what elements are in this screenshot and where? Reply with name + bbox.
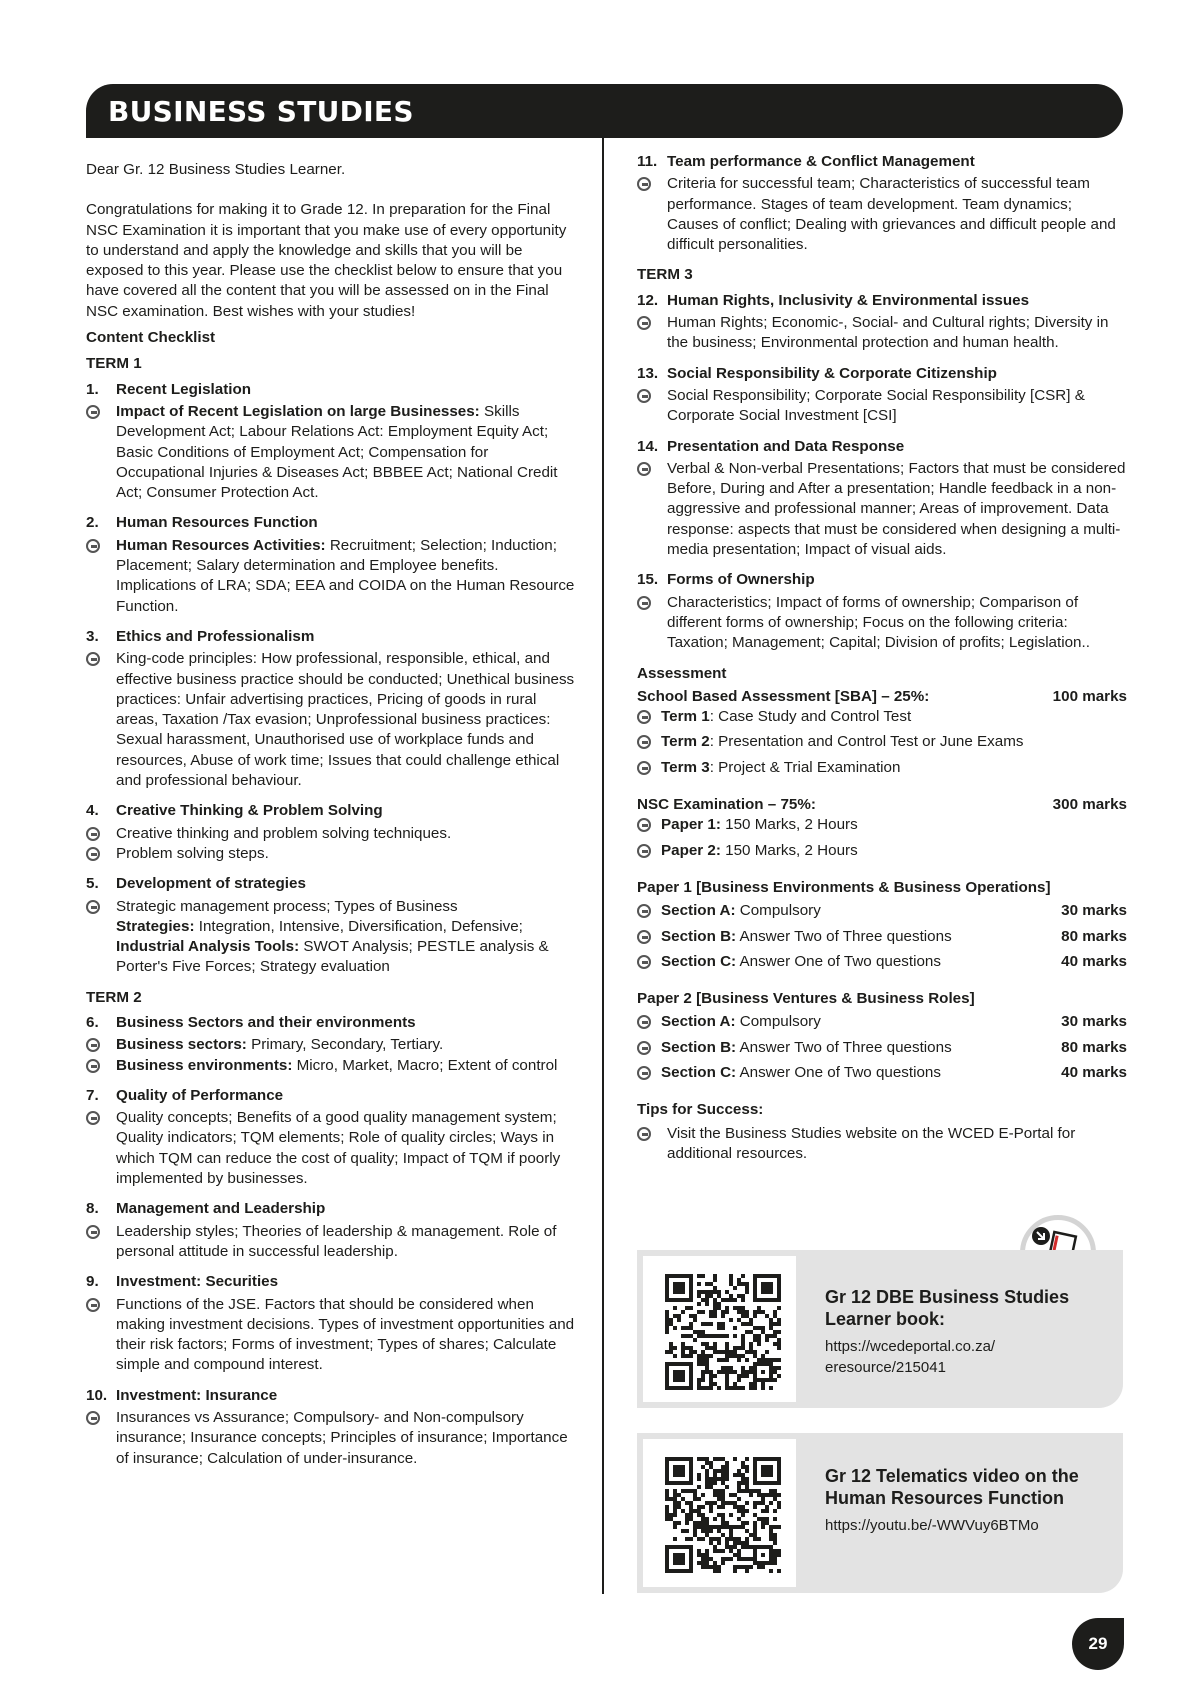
bullet-lead: Business environments: <box>116 1056 293 1074</box>
assessment-item-lead: Section C: <box>661 952 737 970</box>
term-3-heading: TERM 3 <box>637 266 693 284</box>
assessment-item-lead: Section B: <box>661 1038 737 1056</box>
bullet-text <box>116 1222 576 1263</box>
assessment-item-body: Answer One of Two questions <box>736 952 941 970</box>
paper-2-heading: Paper 2 [Business Ventures & Business Roles] <box>637 990 975 1008</box>
assessment-item-text <box>661 1038 1049 1061</box>
section-heading <box>86 1199 576 1219</box>
assessment-item-marks: 80 marks <box>1061 927 1127 945</box>
assessment-item-body: Answer One of Two questions <box>736 1063 941 1081</box>
term-1-2-sections <box>86 380 576 1469</box>
bullet-body: Problem solving steps. <box>116 844 269 862</box>
assessment-item-marks: 30 marks <box>1061 902 1127 920</box>
section-heading <box>86 801 576 821</box>
circle-arrow-icon <box>637 1127 651 1141</box>
section-title: Business Sectors and their environments <box>116 1013 416 1031</box>
sba-row <box>637 687 1127 707</box>
bullet-holder <box>86 1222 116 1263</box>
bullet-lead: Industrial Analysis Tools: <box>116 938 300 956</box>
section-title: Development of strategies <box>116 875 306 893</box>
assessment-item <box>637 1038 1127 1061</box>
section-number: 11. <box>637 153 658 170</box>
resource-card-telematics-video[interactable] <box>637 1433 1123 1593</box>
assessment-item-text <box>661 841 1127 864</box>
circle-arrow-icon <box>86 1225 100 1239</box>
circle-arrow-icon <box>637 316 651 330</box>
section-number: 9. <box>86 1273 99 1291</box>
bullet-holder <box>637 1038 661 1061</box>
assessment-item-body: Compulsory <box>735 1013 821 1031</box>
section-number: 12. <box>637 291 659 309</box>
assessment-item <box>637 1063 1127 1086</box>
qr-code-frame <box>637 1250 802 1408</box>
section-title: Investment: Securities <box>116 1273 279 1291</box>
assessment-item <box>637 732 1127 755</box>
circle-arrow-icon <box>637 844 651 858</box>
section-heading <box>86 627 576 647</box>
bullet-holder <box>637 952 661 975</box>
section-11 <box>637 152 1127 255</box>
section-number: 5. <box>86 875 99 893</box>
circle-arrow-icon <box>86 827 100 841</box>
section-number: 2. <box>86 514 99 532</box>
bullet-holder <box>637 841 661 864</box>
circle-arrow-icon <box>86 900 100 914</box>
bullet-holder <box>637 1063 661 1086</box>
circle-arrow-icon <box>637 1041 651 1055</box>
assessment-item-body: Answer Two of Three questions <box>736 1038 952 1056</box>
bullet-holder <box>86 402 116 503</box>
nsc-marks: 300 marks <box>1052 796 1127 814</box>
section-title: Team performance & Conflict Management <box>667 153 975 170</box>
section-bullet <box>86 1295 576 1376</box>
assessment-item <box>637 901 1127 924</box>
assessment-item-text <box>661 952 1049 975</box>
assessment-item-marks: 40 marks <box>1061 1063 1127 1081</box>
circle-arrow-icon <box>86 1038 100 1052</box>
checklist-section <box>637 364 1127 427</box>
qr-code-icon[interactable] <box>665 1457 781 1573</box>
section-number: 4. <box>86 802 99 820</box>
assessment-item-text <box>661 901 1049 924</box>
section-bullet <box>637 459 1127 560</box>
checklist-section <box>86 513 576 616</box>
section-heading <box>86 380 576 400</box>
circle-arrow-icon <box>637 761 651 775</box>
assessment-item-lead: Paper 1: <box>661 816 721 834</box>
section-heading <box>637 437 1127 457</box>
circle-arrow-icon <box>637 1066 651 1080</box>
bullet-text <box>116 1408 576 1469</box>
checklist-section <box>86 380 576 504</box>
bullet-body: SWOT Analysis; PESTLE analysis & Porter's Five Forces; Strategy evaluation <box>116 938 549 976</box>
section-number: 1. <box>86 380 99 398</box>
bullet-body: Human Rights; Economic-, Social- and Cultural rights; Diversity in the business; Environmental protection and human health. <box>667 314 1109 352</box>
page-title: BUSINESS STUDIES <box>108 94 414 128</box>
checklist-section <box>86 1086 576 1189</box>
bullet-holder <box>637 927 661 950</box>
assessment-item-text <box>661 927 1049 950</box>
checklist-section <box>86 1386 576 1469</box>
bullet-holder <box>637 313 667 354</box>
circle-arrow-icon <box>637 904 651 918</box>
section-title: Forms of Ownership <box>667 571 815 589</box>
assessment-item-marks: 30 marks <box>1061 1013 1127 1031</box>
right-column <box>637 152 1127 1164</box>
assessment-item <box>637 841 1127 864</box>
section-bullet <box>86 536 576 617</box>
circle-arrow-icon <box>637 177 651 191</box>
bullet-text <box>667 174 1127 255</box>
assessment-heading: Assessment <box>637 664 727 682</box>
bullet-lead: Strategies: <box>116 917 195 935</box>
section-heading <box>637 291 1127 311</box>
circle-arrow-icon <box>86 405 100 419</box>
tips-heading: Tips for Success: <box>637 1101 764 1119</box>
resource-card-learner-book[interactable] <box>637 1250 1123 1408</box>
circle-arrow-icon <box>86 1059 100 1073</box>
section-number: 8. <box>86 1200 99 1218</box>
assessment-item-text <box>661 707 1127 730</box>
bullet-holder <box>637 758 661 781</box>
bullet-holder <box>86 649 116 791</box>
bullet-holder <box>637 732 661 755</box>
assessment-item-text <box>661 815 1127 838</box>
section-title: Creative Thinking & Problem Solving <box>116 802 383 820</box>
bullet-body: Criteria for successful team; Characteristics of successful team performance. Stages of team development. Team dynamics; Causes of conflict; Dealing with grievances and difficult people and difficult personalities. <box>667 175 1116 254</box>
intro-body: Congratulations for making it to Grade 12. In preparation for the Final NSC Examination it is important that you make use of every opportunity to understand and apply the knowledge and skills that you will be exposed to this year. Please use the checklist below to ensure that you have covered all the content that you will be assessed on in the Final NSC examination. Best wishes with your studies! <box>86 201 567 320</box>
bullet-text <box>667 593 1127 654</box>
bullet-body: Social Responsibility; Corporate Social Responsibility [CSR] & Corporate Social Investment [CSI] <box>667 386 1085 425</box>
term-1-heading: TERM 1 <box>86 355 142 373</box>
section-title: Recent Legislation <box>116 380 252 398</box>
circle-arrow-icon <box>637 1015 651 1029</box>
bullet-body: King-code principles: How professional, responsible, ethical, and effective business practice should be conducted; Unethical business practices: Unfair advertising practices, Pricing of goods in rural areas, Taxation /Tax evasion; Unprofessional business practices: Sexual harassment, Unauthorised use of workplace funds and resources, Abuse of work time; Issues that could challenge ethical and professional behaviour. <box>116 650 575 790</box>
section-title: Quality of Performance <box>116 1086 284 1104</box>
section-bullet <box>86 1108 576 1189</box>
section-heading <box>86 1386 576 1406</box>
circle-arrow-icon <box>86 847 100 861</box>
bullet-body: Recruitment; Selection; Induction; Placement; Salary determination and Employee benefits. Implications of LRA; SDA; EEA and COIDA on the Human Resource Function. <box>116 536 575 615</box>
bullet-holder <box>86 1408 116 1469</box>
assessment-item-lead: Term 1 <box>661 708 710 726</box>
checklist-heading: Content Checklist <box>86 329 216 347</box>
circle-arrow-icon <box>637 735 651 749</box>
bullet-holder <box>637 707 661 730</box>
bullet-holder <box>637 1012 661 1035</box>
bullet-holder <box>637 386 667 427</box>
checklist-section <box>86 801 576 864</box>
assessment-item <box>637 927 1127 950</box>
assessment-item-text <box>661 1063 1049 1086</box>
resource-link[interactable]: https://youtu.be/-WWVuy6BTMo <box>825 1517 1039 1534</box>
circle-arrow-icon <box>637 955 651 969</box>
checklist-section <box>637 152 1127 255</box>
bullet-holder <box>637 593 667 654</box>
page-title-bar <box>86 84 1123 138</box>
section-bullet <box>637 593 1127 654</box>
sba-label: School Based Assessment [SBA] – 25%: <box>637 687 930 705</box>
section-heading <box>637 152 1127 172</box>
circle-arrow-icon <box>86 1298 100 1312</box>
assessment-item-lead: Section B: <box>661 927 737 945</box>
circle-arrow-icon <box>86 652 100 666</box>
section-title: Social Responsibility & Corporate Citizenship <box>667 364 997 382</box>
section-number: 10. <box>86 1386 108 1404</box>
bullet-holder <box>86 1295 116 1376</box>
section-heading <box>86 1013 576 1033</box>
section-heading <box>86 1272 576 1292</box>
resource-link-line[interactable]: eresource/215041 <box>825 1359 946 1376</box>
bullet-body: Primary, Secondary, Tertiary. <box>246 1036 444 1054</box>
paper-1-list <box>637 901 1127 975</box>
section-heading <box>637 364 1127 384</box>
nsc-label: NSC Examination – 75%: <box>637 796 816 814</box>
bullet-text <box>116 1108 576 1189</box>
bullet-text <box>667 459 1127 560</box>
circle-arrow-icon <box>637 596 651 610</box>
bullet-holder <box>86 1035 116 1055</box>
assessment-item <box>637 815 1127 838</box>
assessment-item <box>637 707 1127 730</box>
checklist-section <box>86 1013 576 1076</box>
page-number: 29 <box>1072 1618 1124 1670</box>
bullet-holder <box>637 815 661 838</box>
bullet-holder <box>86 897 116 978</box>
section-bullet <box>86 1056 576 1076</box>
circle-arrow-icon <box>86 1111 100 1125</box>
section-title: Management and Leadership <box>116 1200 326 1218</box>
circle-arrow-icon <box>86 539 100 553</box>
checklist-section <box>86 627 576 791</box>
assessment-item-body: 150 Marks, 2 Hours <box>720 841 858 859</box>
checklist-section <box>637 437 1127 561</box>
assessment-item-body: Compulsory <box>735 902 821 920</box>
sba-marks: 100 marks <box>1052 687 1127 705</box>
section-heading <box>86 513 576 533</box>
assessment-item-lead: Section C: <box>661 1063 737 1081</box>
assessment-item <box>637 952 1127 975</box>
bullet-body: Strategic management process; Types of Business <box>116 897 458 915</box>
paper-1-heading: Paper 1 [Business Environments & Business Operations] <box>637 878 1051 896</box>
section-title: Human Rights, Inclusivity & Environmental issues <box>667 291 1030 309</box>
column-divider <box>602 138 604 1594</box>
circle-arrow-icon <box>637 389 651 403</box>
circle-arrow-icon <box>637 462 651 476</box>
section-title: Ethics and Professionalism <box>116 627 315 645</box>
term-2-heading: TERM 2 <box>86 988 142 1006</box>
bullet-text <box>667 313 1127 354</box>
assessment-item-body: Answer Two of Three questions <box>736 927 952 945</box>
section-bullet <box>86 649 576 791</box>
checklist-section <box>86 874 576 977</box>
checklist-section <box>637 291 1127 354</box>
bullet-body: Creative thinking and problem solving techniques. <box>116 824 452 842</box>
section-heading <box>86 1086 576 1106</box>
resource-link-line[interactable]: https://wcedeportal.co.za/ <box>825 1338 996 1355</box>
bullet-text <box>116 1035 443 1055</box>
assessment-item-lead: Term 2 <box>661 733 710 751</box>
assessment-item-body: : Case Study and Control Test <box>709 708 912 726</box>
section-bullet <box>637 174 1127 255</box>
bullet-text <box>116 897 576 978</box>
bullet-holder <box>86 844 116 864</box>
assessment-item-body: : Project & Trial Examination <box>709 758 901 776</box>
tips-text: Visit the Business Studies website on the WCED E-Portal for additional resources. <box>667 1124 1076 1162</box>
circle-arrow-icon <box>637 818 651 832</box>
paper-2-list <box>637 1012 1127 1086</box>
bullet-text <box>116 649 576 791</box>
section-bullet <box>86 897 576 978</box>
assessment-item-lead: Section A: <box>661 1013 736 1031</box>
section-bullet <box>637 313 1127 354</box>
assessment-item-marks: 80 marks <box>1061 1038 1127 1056</box>
nsc-list <box>637 815 1127 864</box>
section-number: 15. <box>637 571 659 589</box>
bullet-holder <box>637 901 661 924</box>
bullet-holder <box>86 536 116 617</box>
section-bullet <box>86 402 576 503</box>
assessment-item-lead: Section A: <box>661 902 736 920</box>
checklist-section <box>637 570 1127 653</box>
section-number: 3. <box>86 627 99 645</box>
bullet-text <box>116 1295 576 1376</box>
tips-item <box>637 1124 1127 1165</box>
term-3-sections <box>637 291 1127 654</box>
section-title: Human Resources Function <box>116 514 318 532</box>
section-bullet <box>86 844 576 864</box>
bullet-text <box>116 824 451 844</box>
bullet-text <box>116 402 576 503</box>
left-column <box>86 160 576 1479</box>
assessment-item-body: : Presentation and Control Test or June Exams <box>709 733 1024 751</box>
bullet-text <box>667 386 1127 427</box>
bullet-lead: Business sectors: <box>116 1036 247 1054</box>
section-bullet <box>637 386 1127 427</box>
circle-arrow-icon <box>637 930 651 944</box>
resource-link[interactable] <box>825 1336 1103 1378</box>
assessment-item <box>637 758 1127 781</box>
section-heading <box>86 874 576 894</box>
bullet-lead: Impact of Recent Legislation on large Businesses: <box>116 402 480 420</box>
section-bullet <box>86 1408 576 1469</box>
bullet-holder <box>637 459 667 560</box>
bullet-text <box>116 1056 557 1076</box>
assessment-item-text <box>661 758 1127 781</box>
bullet-text <box>116 844 269 864</box>
assessment-item <box>637 1012 1127 1035</box>
section-title: Investment: Insurance <box>116 1386 278 1404</box>
bullet-lead: Human Resources Activities: <box>116 536 326 554</box>
bullet-body: Quality concepts; Benefits of a good quality management system; Quality indicators; TQM elements; Role of quality circles; Ways in which TQM can reduce the cost of quality; Impact of TQM if poorly implemented by businesses. <box>116 1109 561 1188</box>
circle-arrow-icon <box>86 1411 100 1425</box>
assessment-item-lead: Paper 2: <box>661 841 721 859</box>
bullet-body: Micro, Market, Macro; Extent of control <box>292 1056 558 1074</box>
bullet-holder <box>637 174 667 255</box>
section-number: 7. <box>86 1086 99 1104</box>
qr-code-icon[interactable] <box>665 1274 781 1390</box>
bullet-body: Functions of the JSE. Factors that should be considered when making investment decisions. Types of investment opportunities and their risk factors; Forms of investment; Types of shares; Calculate simple and compound interest. <box>116 1295 575 1374</box>
bullet-text <box>116 536 576 617</box>
section-heading <box>637 570 1127 590</box>
assessment-item-marks: 40 marks <box>1061 952 1127 970</box>
assessment-item-body: 150 Marks, 2 Hours <box>720 816 858 834</box>
section-bullet <box>86 1035 576 1055</box>
greeting: Dear Gr. 12 Business Studies Learner. <box>86 161 346 178</box>
bullet-holder <box>86 824 116 844</box>
section-number: 13. <box>637 364 659 382</box>
bullet-body: Leadership styles; Theories of leadership & management. Role of personal attitude in successful leadership. <box>116 1222 557 1260</box>
sba-list <box>637 707 1127 781</box>
bullet-body: Skills Development Act; Labour Relations Act: Employment Equity Act; Basic Conditions of Employment Act; Compensation for Occupational Injuries & Diseases Act; BBBEE Act; National Credit Act; Consumer Protection Act. <box>116 402 558 502</box>
bullet-body: Characteristics; Impact of forms of ownership; Comparison of different forms of ownership; Focus on the following criteria: Taxation; Management; Capital; Division of profits; Legislation.. <box>667 593 1090 652</box>
assessment-item-lead: Term 3 <box>661 758 710 776</box>
section-bullet <box>86 1222 576 1263</box>
section-title: Presentation and Data Response <box>667 437 905 455</box>
assessment-item-text <box>661 1012 1049 1035</box>
section-number: 14. <box>637 437 659 455</box>
section-number: 6. <box>86 1013 99 1031</box>
resource-title: Gr 12 Telematics video on the Human Resources Function <box>825 1466 1079 1508</box>
bullet-holder <box>86 1056 116 1076</box>
section-bullet <box>86 824 576 844</box>
assessment-item-text <box>661 732 1127 755</box>
qr-code-frame <box>637 1433 802 1593</box>
nsc-row <box>637 795 1127 815</box>
resource-title: Gr 12 DBE Business Studies Learner book: <box>825 1287 1070 1329</box>
bullet-body: Insurances vs Assurance; Compulsory- and Non-compulsory insurance; Insurance concepts; Principles of insurance; Importance of insurance; Calculation of under-insurance. <box>116 1409 568 1467</box>
bullet-holder <box>86 1108 116 1189</box>
checklist-section <box>86 1199 576 1262</box>
bullet-body: Integration, Intensive, Diversification, Defensive; <box>194 917 523 935</box>
circle-arrow-icon <box>637 710 651 724</box>
checklist-section <box>86 1272 576 1375</box>
bullet-body: Verbal & Non-verbal Presentations; Factors that must be considered Before, During and After a presentation; Handle feedback in a non-aggressive and professional manner; Areas of improvement. Data response: aspects that must be considered when designing a multi-media presentation; Impact of visual aids. <box>667 459 1126 559</box>
